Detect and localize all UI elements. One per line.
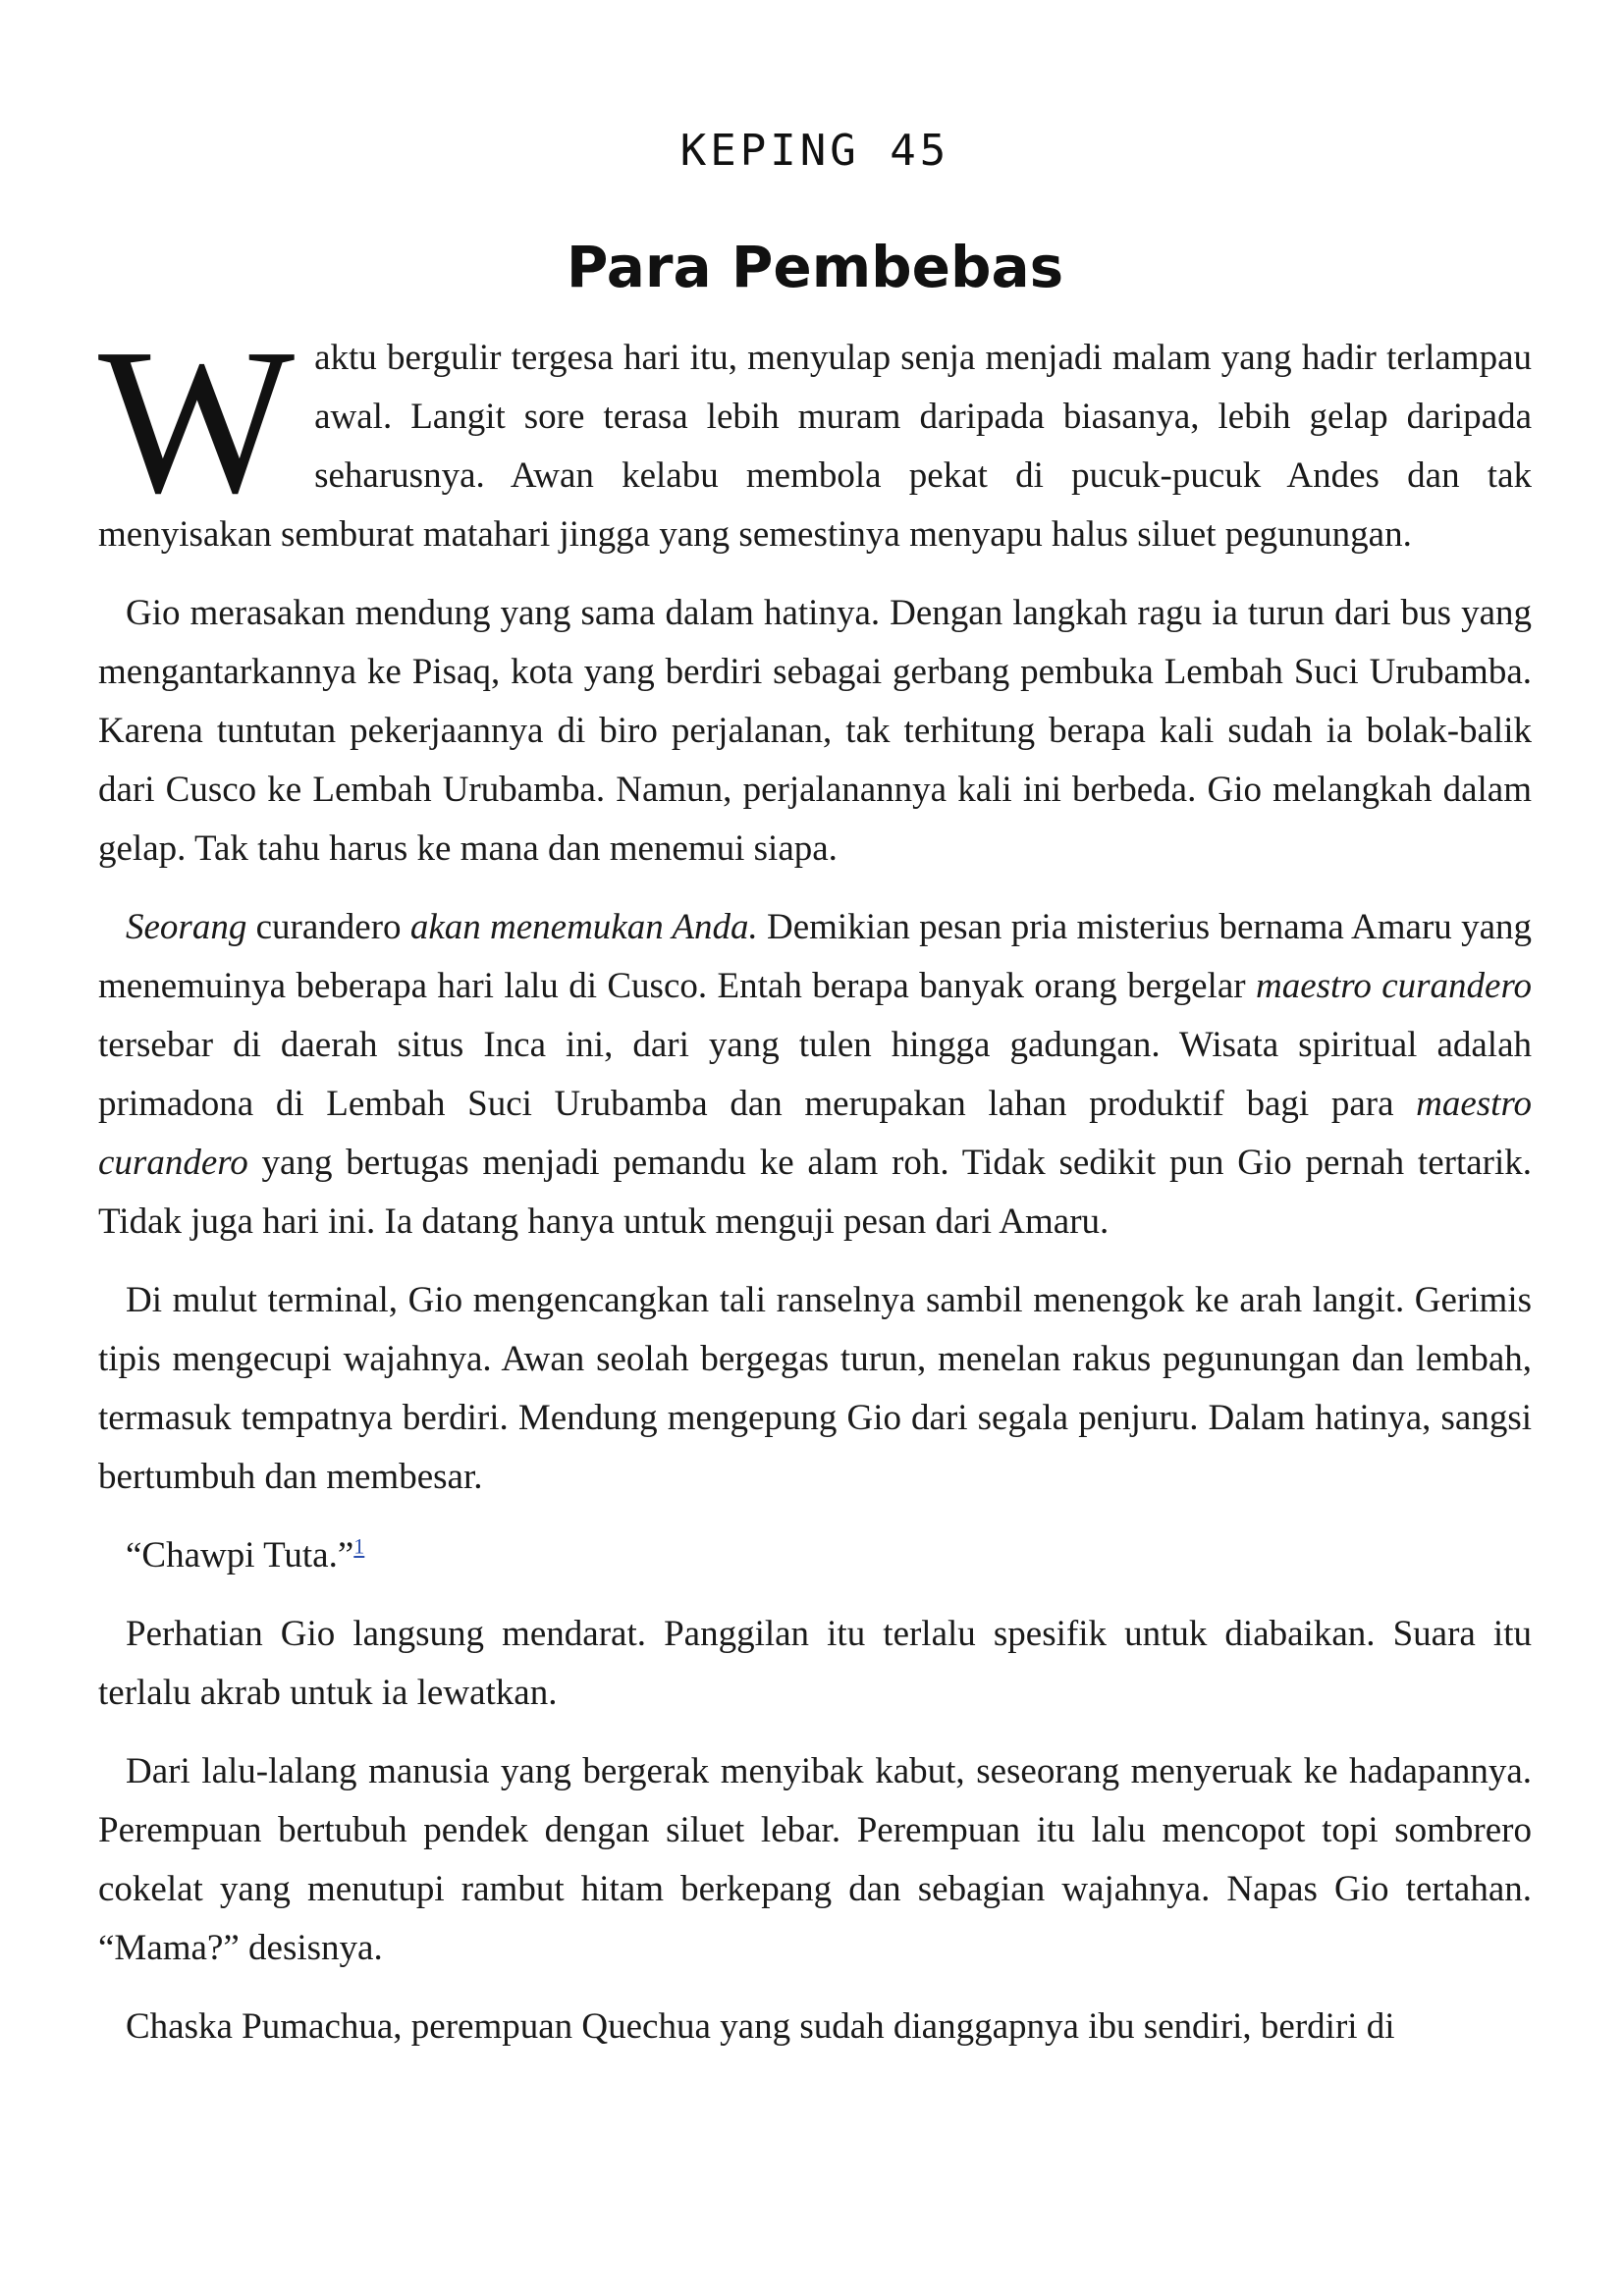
paragraph-6: Perhatian Gio langsung mendarat. Panggilan itu terlalu spesifik untuk diabaikan. Suara itu terlalu akrab untuk ia lewatkan. <box>98 1614 1532 1713</box>
italic-text: maestro curandero <box>98 1084 1532 1183</box>
paragraph-1-text: aktu bergulir tergesa hari itu, menyulap senja menjadi malam yang hadir terlampau awal. Langit sore terasa lebih muram daripada biasanya, lebih gelap daripada seharusnya. Awan kelabu membola pekat di pucuk-pucuk Andes dan tak menyisakan semburat matahari jingga yang semestinya menyapu halus siluet pegunungan. <box>98 338 1532 555</box>
drop-cap: W <box>98 305 296 536</box>
paragraph-1 <box>98 305 1532 564</box>
paragraph-3-text: Demikian pesan pria misterius bernama Amaru yang menemuinya beberapa hari lalu di Cusco. Entah berapa banyak orang bergelar <box>98 907 1533 1006</box>
footnote-link[interactable]: 1 <box>353 1533 365 1559</box>
paragraph-3 <box>98 898 1532 1252</box>
paragraph-3-text: curandero <box>246 907 410 947</box>
page <box>98 0 1532 2296</box>
paragraph-2: Gio merasakan mendung yang sama dalam hatinya. Dengan langkah ragu ia turun dari bus yang mengantarkannya ke Pisaq, kota yang berdiri sebagai gerbang pembuka Lembah Suci Urubamba. Karena tuntutan pekerjaannya di biro perjalanan, tak terhitung berapa kali sudah ia bolak-balik dari Cusco ke Lembah Urubamba. Namun, perjalanannya kali ini berbeda. Gio melangkah dalam gelap. Tak tahu harus ke mana dan menemui siapa. <box>98 593 1532 869</box>
chapter-label: KEPING 45 <box>679 126 950 176</box>
dialogue-text: “Chawpi Tuta.” <box>126 1535 354 1575</box>
body-text <box>98 305 1533 2076</box>
paragraph-3-text: tersebar di daerah situs Inca ini, dari yang tulen hingga gadungan. Wisata spiritual adalah primadona di Lembah Suci Urubamba dan merupakan lahan produktif bagi para <box>98 1025 1532 1124</box>
paragraph-4: Di mulut terminal, Gio mengencangkan tali ranselnya sambil menengok ke arah langit. Gerimis tipis mengecupi wajahnya. Awan seolah bergegas turun, menelan rakus pegunungan dan lembah, termasuk tempatnya berdiri. Mendung mengepung Gio dari segala penjuru. Dalam hatinya, sangsi bertumbuh dan membesar. <box>98 1280 1532 1497</box>
italic-text: akan menemukan Anda. <box>409 907 758 947</box>
paragraph-3-text: yang bertugas menjadi pemandu ke alam roh. Tidak sedikit pun Gio pernah tertarik. Tidak juga hari ini. Ia datang hanya untuk menguji pesan dari Amaru. <box>98 1143 1532 1242</box>
chapter-title: Para Pembebas <box>566 234 1064 300</box>
italic-text: maestro curandero <box>1255 966 1532 1006</box>
paragraph-5 <box>98 1526 1532 1585</box>
paragraph-7: Dari lalu-lalang manusia yang bergerak menyibak kabut, seseorang menyeruak ke hadapannya. Perempuan bertubuh pendek dengan siluet lebar. Perempuan itu lalu mencopot topi sombrero cokelat yang menutupi rambut hitam berkepang dan sebagian wajahnya. Napas Gio tertahan. “Mama?” desisnya. <box>98 1751 1532 1968</box>
paragraph-8: Chaska Pumachua, perempuan Quechua yang sudah dianggapnya ibu sendiri, berdiri di <box>126 2006 1395 2047</box>
italic-text: Seorang <box>126 907 247 947</box>
